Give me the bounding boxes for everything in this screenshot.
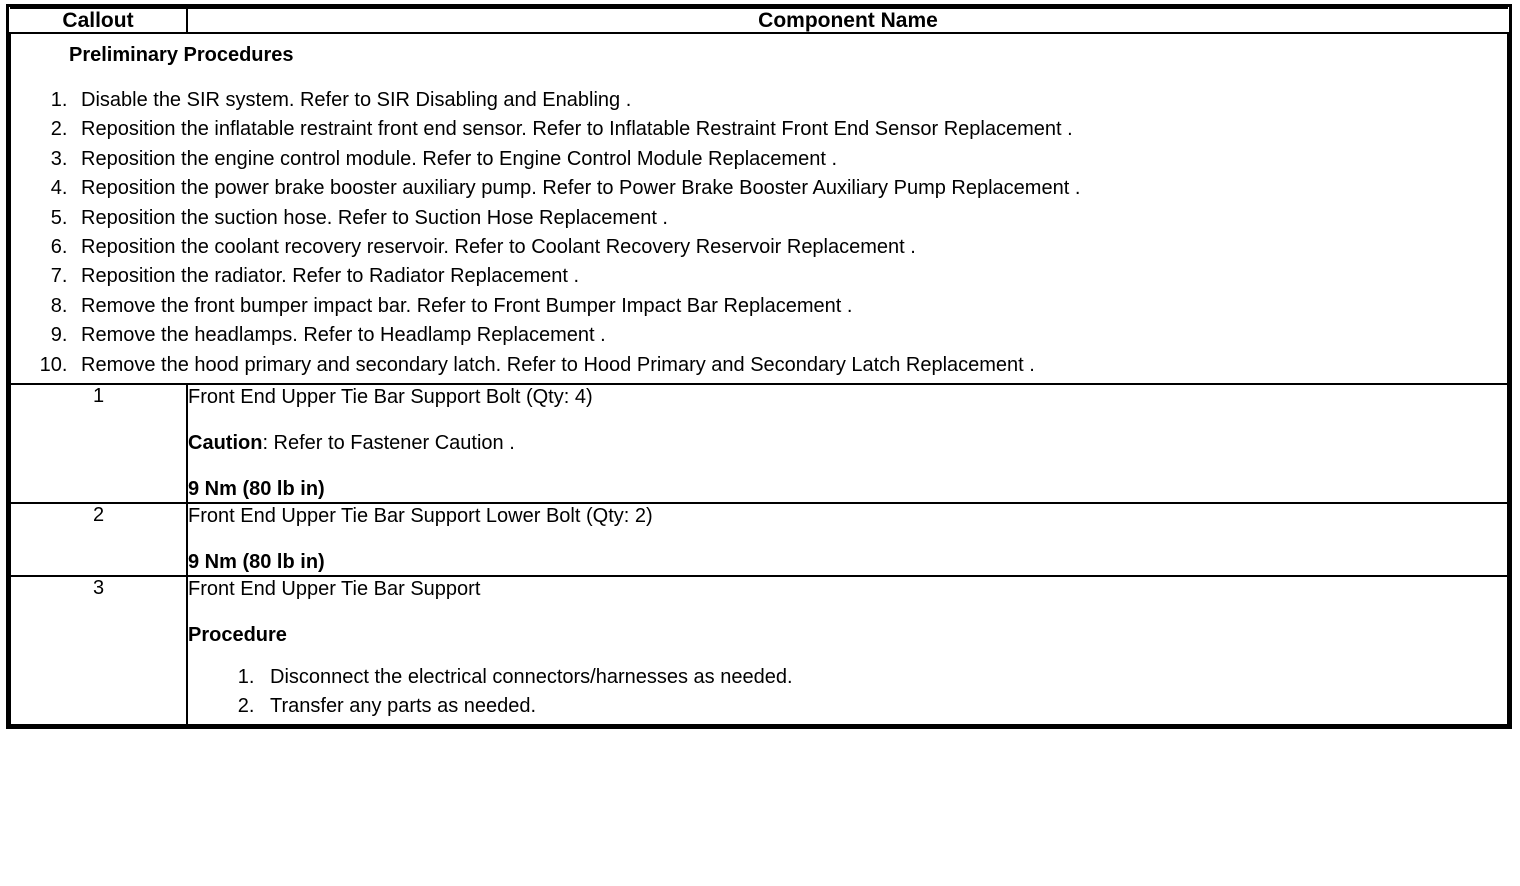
- component-description-cell: [187, 503, 1508, 576]
- table-row: [10, 384, 1508, 503]
- list-item: 9. Remove the headlamps. Refer to Headlamp Replacement .: [73, 324, 1507, 346]
- caution-label: Caution: [188, 432, 263, 454]
- list-item: 6. Reposition the coolant recovery reservoir. Refer to Coolant Recovery Reservoir Replacement .: [73, 236, 1507, 258]
- table-row-preliminary: [10, 33, 1508, 384]
- component-description-cell: [187, 384, 1508, 503]
- component-name-text: Front End Upper Tie Bar Support Bolt (Qty: 4): [188, 386, 593, 408]
- callout-number: 3: [10, 576, 187, 725]
- list-item: 5. Reposition the suction hose. Refer to Suction Hose Replacement .: [73, 207, 1507, 229]
- torque-spec: 9 Nm (80 lb in): [188, 478, 325, 500]
- procedure-table-container: [6, 4, 1512, 729]
- component-description-cell: [187, 576, 1508, 725]
- list-item: 10. Remove the hood primary and secondary latch. Refer to Hood Primary and Secondary Latch Replacement .: [73, 354, 1507, 376]
- list-item: 1. Disable the SIR system. Refer to SIR Disabling and Enabling .: [73, 89, 1507, 111]
- list-item: 2. Reposition the inflatable restraint front end sensor. Refer to Inflatable Restraint Front End Sensor Replacement .: [73, 118, 1507, 140]
- table-row: [10, 576, 1508, 725]
- table-row: [10, 503, 1508, 576]
- component-name-text: Front End Upper Tie Bar Support: [188, 578, 481, 600]
- caution-note: [188, 431, 1507, 456]
- component-name-text: Front End Upper Tie Bar Support Lower Bolt (Qty: 2): [188, 505, 653, 527]
- procedure-table: [9, 7, 1509, 726]
- column-header-component-name: Component Name: [187, 8, 1508, 33]
- caution-text: : Refer to Fastener Caution .: [262, 432, 515, 454]
- list-item: 1. Disconnect the electrical connectors/harnesses as needed.: [260, 666, 1507, 689]
- preliminary-procedures-cell: [10, 33, 1508, 384]
- procedure-steps-list: [188, 666, 1507, 718]
- callout-number: 1: [10, 384, 187, 503]
- list-item: 7. Reposition the radiator. Refer to Radiator Replacement .: [73, 265, 1507, 287]
- column-header-callout: Callout: [10, 8, 187, 33]
- list-item: 2. Transfer any parts as needed.: [260, 695, 1507, 718]
- list-item: 8. Remove the front bumper impact bar. Refer to Front Bumper Impact Bar Replacement .: [73, 295, 1507, 317]
- table-header-row: [10, 8, 1508, 33]
- list-item: 3. Reposition the engine control module. Refer to Engine Control Module Replacement .: [73, 148, 1507, 170]
- callout-number: 2: [10, 503, 187, 576]
- preliminary-procedures-title: Preliminary Procedures: [69, 44, 294, 67]
- list-item: 4. Reposition the power brake booster auxiliary pump. Refer to Power Brake Booster Auxiliary Pump Replacement .: [73, 177, 1507, 199]
- torque-spec: 9 Nm (80 lb in): [188, 551, 325, 573]
- procedure-title: Procedure: [188, 624, 287, 646]
- preliminary-procedures-list: [11, 89, 1507, 376]
